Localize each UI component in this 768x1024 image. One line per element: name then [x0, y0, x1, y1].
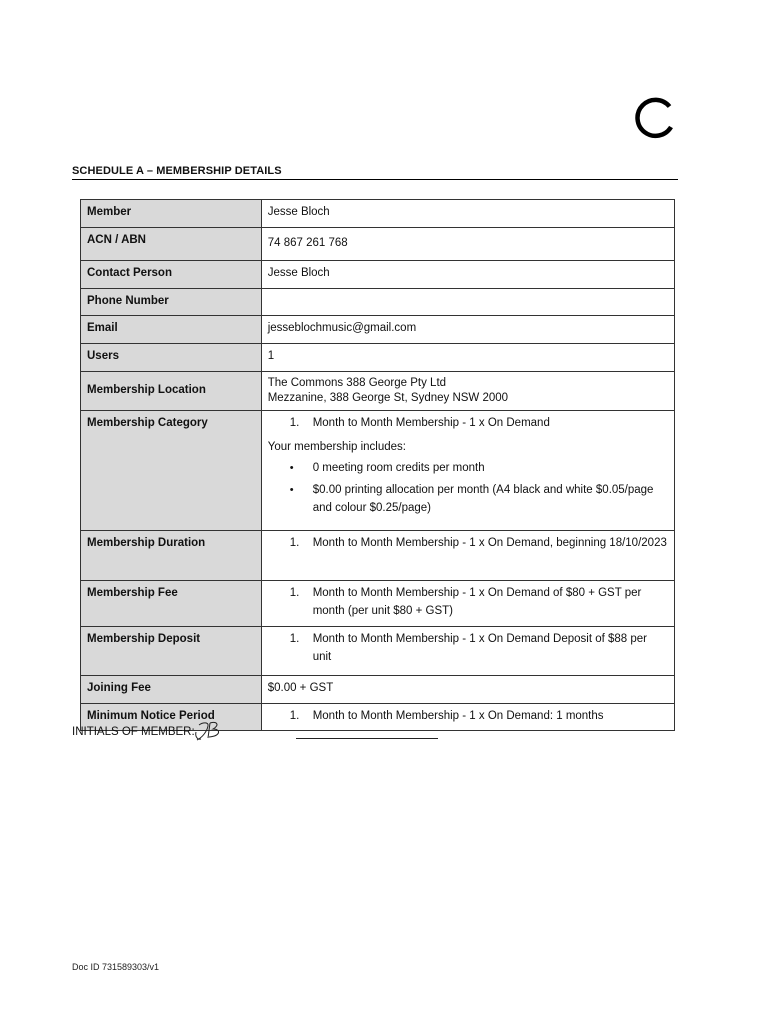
numbered-item — [268, 631, 668, 667]
row-label-joining: Joining Fee — [81, 675, 262, 703]
table-row — [81, 289, 675, 316]
location-line-1: The Commons 388 George Pty Ltd — [267, 376, 447, 389]
row-label-deposit: Membership Deposit — [81, 626, 262, 675]
numbered-item — [268, 585, 668, 621]
includes-intro: Your membership includes: — [267, 440, 406, 453]
numbered-item — [268, 415, 668, 433]
row-label-duration: Membership Duration — [81, 530, 262, 580]
bullet-icon: • — [289, 462, 294, 475]
row-label-contact: Contact Person — [81, 261, 262, 289]
table-row — [81, 675, 675, 703]
item-number: 1. — [289, 536, 300, 549]
row-label-phone: Phone Number — [81, 289, 262, 316]
numbered-item — [268, 535, 668, 553]
row-label-acn: ACN / ABN — [81, 228, 262, 261]
category-item: Month to Month Membership - 1 x On Demand — [312, 416, 550, 429]
item-number: 1. — [289, 632, 300, 645]
fee-text: Month to Month Membership - 1 x On Demand of $80 + GST per month (per unit $80 + GST) — [312, 586, 642, 617]
row-label-fee: Membership Fee — [81, 580, 262, 626]
row-value-phone — [261, 289, 674, 316]
table-row — [81, 580, 675, 626]
row-value-email: jesseblochmusic@gmail.com — [261, 315, 674, 343]
table-row — [81, 200, 675, 228]
item-number: 1. — [289, 416, 300, 429]
numbered-item — [268, 708, 668, 726]
initials-label: INITIALS OF MEMBER: — [72, 726, 195, 738]
row-label-email: Email — [81, 315, 262, 343]
row-value-fee — [261, 580, 674, 626]
item-number: 1. — [289, 709, 300, 722]
notice-text: Month to Month Membership - 1 x On Demand: 1 months — [312, 709, 604, 722]
initials-signature-line — [296, 738, 438, 739]
location-line-2: Mezzanine, 388 George St, Sydney NSW 2000 — [267, 391, 509, 404]
bullet-icon: • — [289, 484, 294, 497]
membership-details-table — [80, 199, 675, 731]
row-label-location: Membership Location — [81, 371, 262, 410]
row-value-contact: Jesse Bloch — [261, 261, 674, 289]
table-row — [81, 530, 675, 580]
table-row — [81, 343, 675, 371]
schedule-heading: SCHEDULE A – MEMBERSHIP DETAILS — [72, 165, 678, 180]
row-label-category: Membership Category — [81, 410, 262, 530]
company-logo-ring-icon — [633, 97, 677, 141]
list-item — [268, 460, 668, 478]
list-item — [268, 482, 668, 518]
row-label-notice: Minimum Notice Period — [81, 703, 262, 730]
row-value-acn: 74 867 261 768 — [261, 228, 674, 261]
row-value-joining: $0.00 + GST — [261, 675, 674, 703]
row-value-duration — [261, 530, 674, 580]
document-id: Doc ID 731589303/v1 — [72, 962, 160, 972]
row-value-category — [261, 410, 674, 530]
row-value-notice — [261, 703, 674, 730]
table-row — [81, 371, 675, 410]
row-value-users: 1 — [261, 343, 674, 371]
table-row — [81, 228, 675, 261]
row-label-users: Users — [81, 343, 262, 371]
row-value-location — [261, 371, 674, 410]
member-signature — [193, 720, 227, 742]
deposit-text: Month to Month Membership - 1 x On Demand Deposit of $88 per unit — [312, 632, 648, 663]
table-row — [81, 626, 675, 675]
table-row — [81, 315, 675, 343]
table-row — [81, 410, 675, 530]
row-label-member: Member — [81, 200, 262, 228]
table-row — [81, 261, 675, 289]
item-number: 1. — [289, 586, 300, 599]
include-printing-allocation: $0.00 printing allocation per month (A4 black and white $0.05/page and colour $0.25/page) — [312, 484, 654, 514]
include-meeting-credits: 0 meeting room credits per month — [312, 462, 485, 475]
duration-text: Month to Month Membership - 1 x On Demand, beginning 18/10/2023 — [312, 536, 667, 549]
row-value-member: Jesse Bloch — [261, 200, 674, 228]
row-value-deposit — [261, 626, 674, 675]
